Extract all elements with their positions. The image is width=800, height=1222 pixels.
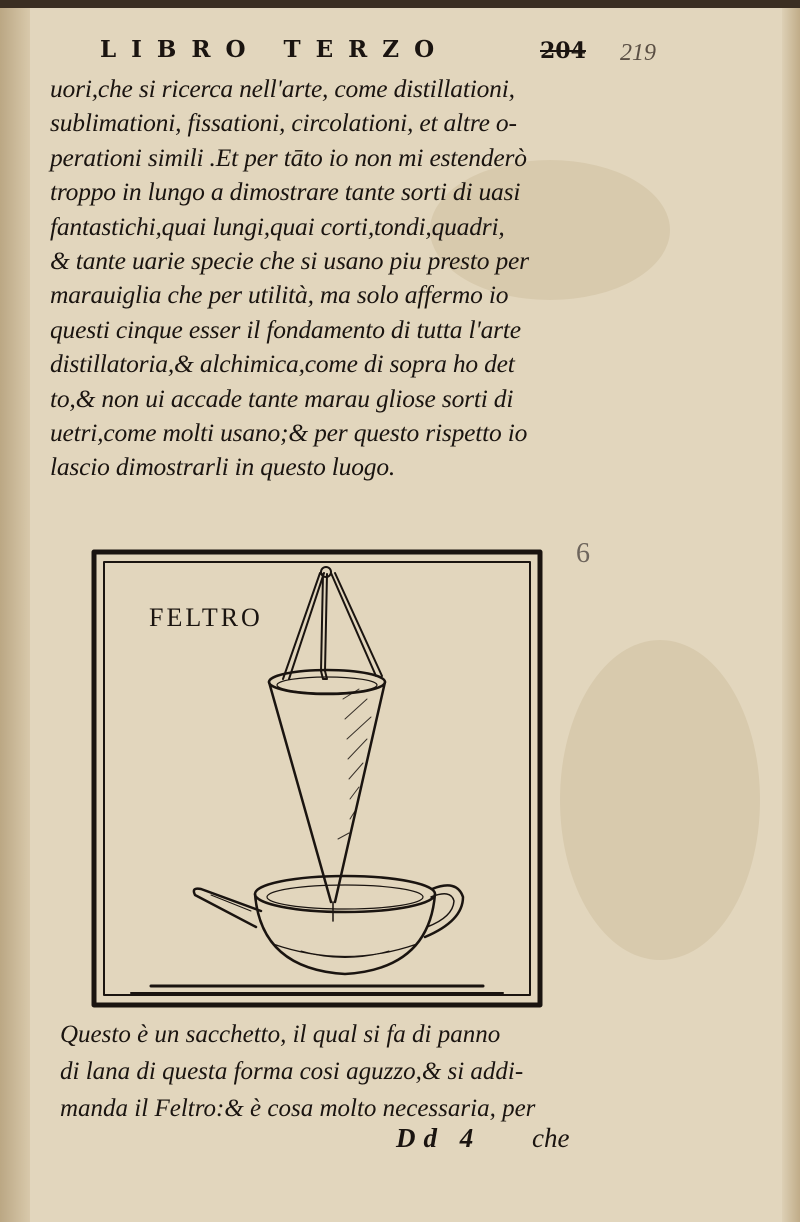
hanging-cords (283, 567, 382, 679)
figure-caption (60, 1016, 620, 1127)
caption-line: Questo è un sacchetto, il qual si fa di panno (60, 1021, 501, 1048)
page-gutter (0, 0, 30, 1222)
text-line: questi cinque esser il fondamento di tutta l'arte (50, 314, 521, 344)
text-line: troppo in lungo a dimostrare tante sorti di uasi (50, 177, 521, 207)
running-head: LIBRO TERZO (100, 36, 450, 63)
text-line: uetri,come molti usano;& per questo rispetto io (50, 417, 528, 447)
signature-mark: Dd 4 (396, 1123, 482, 1153)
caption-line: manda il Feltro:& è cosa molto necessaria, per (60, 1095, 536, 1122)
text-line: sublimationi, fissationi, circolationi, et altre o- (50, 108, 517, 138)
text-line: fantastichi,quai lungi,quai corti,tondi,quadri, (50, 211, 505, 241)
feltro-woodcut-illustration (91, 549, 543, 1008)
printed-folio-number: 204 (540, 38, 586, 64)
text-line: uori,che si ricerca nell'arte, come distillationi, (50, 74, 515, 103)
catchword: che (532, 1123, 570, 1153)
text-line: & tante uarie specie che si usano piu presto per (50, 245, 529, 275)
text-line: perationi simili .Et per tāto io non mi estenderò (50, 142, 527, 172)
paper-stain (560, 640, 760, 960)
text-line: to,& non ui accade tante marau gliose sorti di (50, 383, 514, 413)
text-line: lascio dimostrarli in questo luogo. (50, 452, 396, 482)
text-line: marauiglia che per utilità, ma solo affermo io (50, 280, 509, 310)
figure-label: FELTRO (149, 603, 263, 632)
caption-line: di lana di questa forma cosi aguzzo,& si addi- (60, 1058, 524, 1085)
page-fore-edge (782, 0, 800, 1222)
manuscript-folio-number: 219 (620, 40, 656, 66)
collecting-basin (131, 876, 503, 993)
page-top-shadow (0, 0, 800, 8)
body-text (50, 72, 615, 485)
text-line: distillatoria,& alchimica,come di sopra ho det (50, 349, 515, 379)
felt-filter-cone (269, 670, 385, 921)
margin-pencil-note: 6 (576, 538, 590, 569)
